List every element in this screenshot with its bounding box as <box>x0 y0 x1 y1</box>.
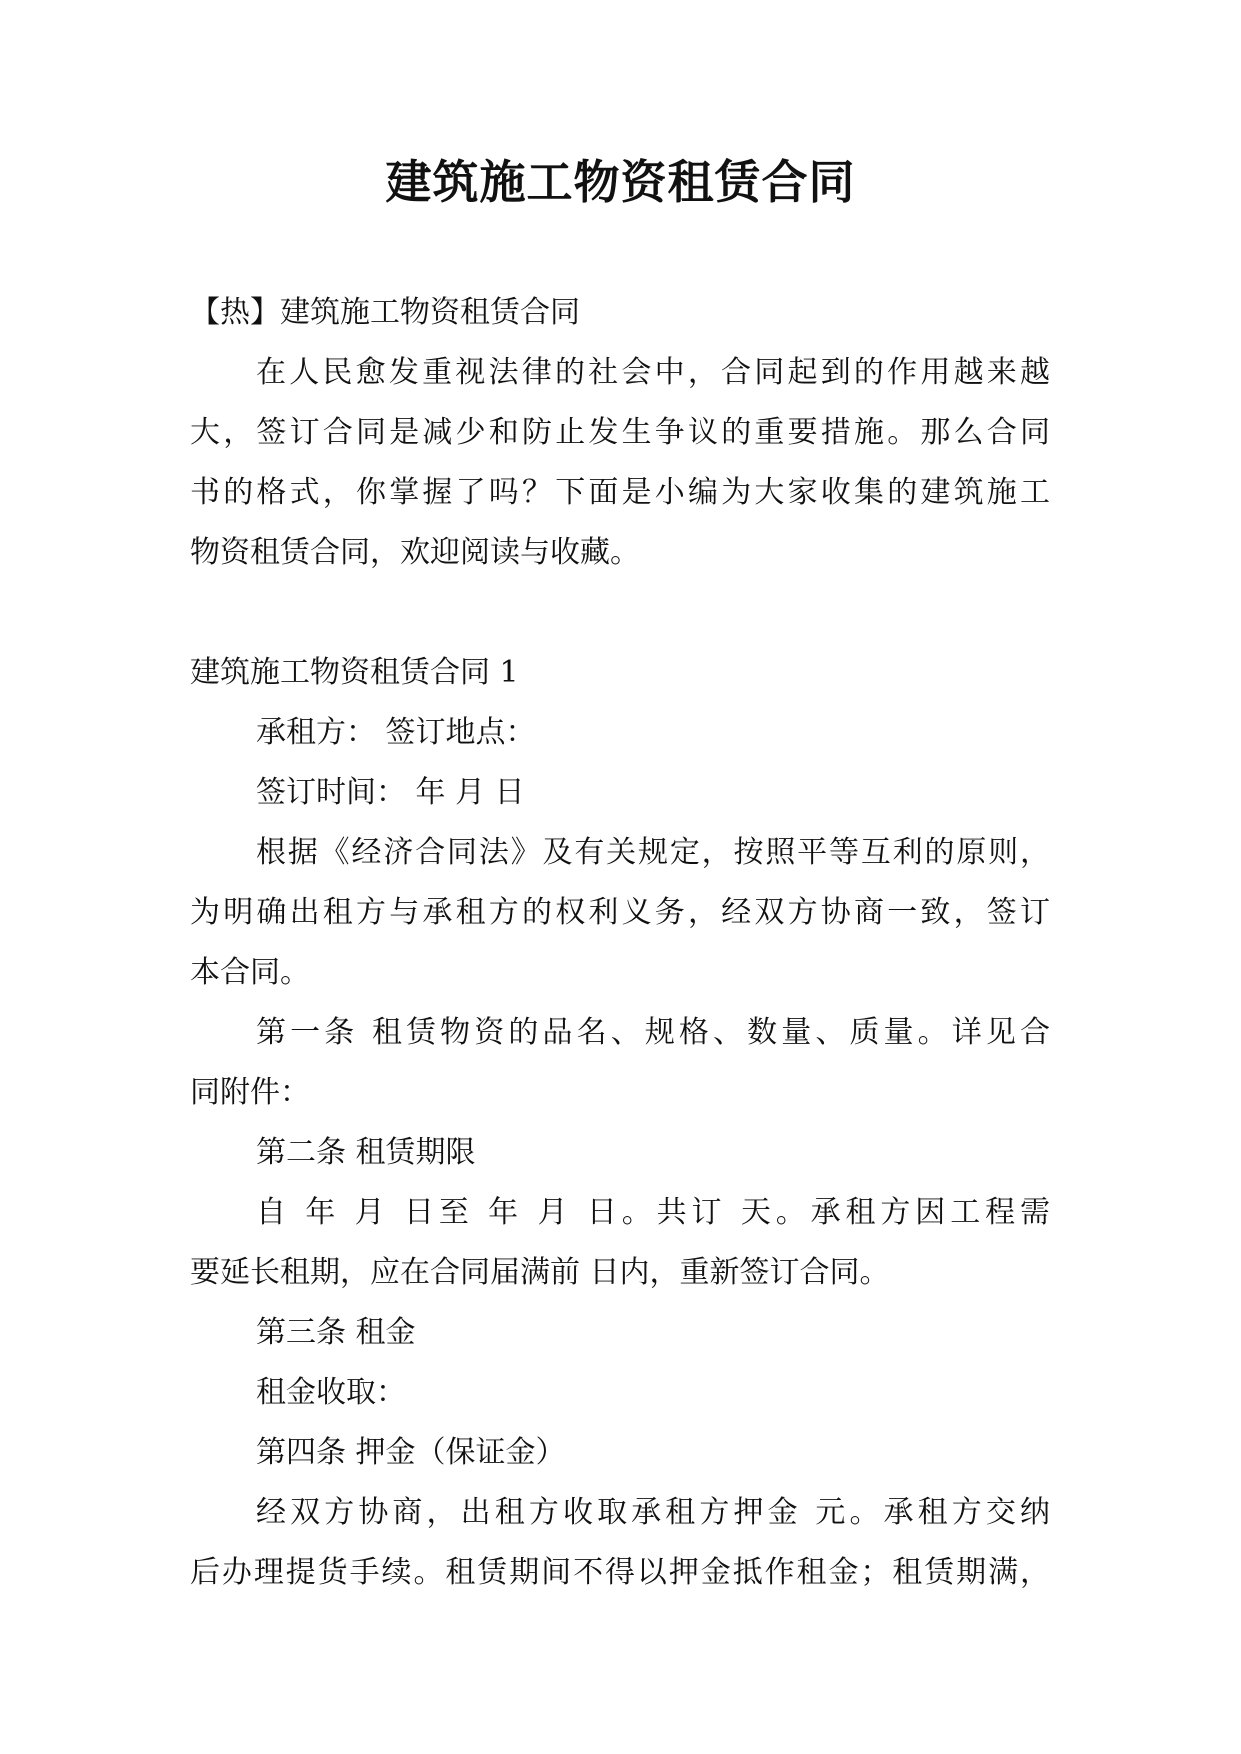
article-2-line-2: 要延长租期，应在合同届满前 日内，重新签订合同。 <box>190 1255 890 1290</box>
intro-line-2: 大，签订合同是减少和防止发生争议的重要措施。那么合同 <box>190 415 1050 450</box>
article-4-heading: 第四条 押金（保证金） <box>256 1435 566 1470</box>
intro-line-4: 物资租赁合同，欢迎阅读与收藏。 <box>190 535 640 570</box>
preamble-line-3: 本合同。 <box>190 955 310 990</box>
rent-collection-line: 租金收取： <box>256 1375 406 1410</box>
lessee-line: 承租方： 签订地点： <box>256 715 536 750</box>
article-2-heading: 第二条 租赁期限 <box>256 1135 476 1170</box>
article-4-line-2: 后办理提货手续。租赁期间不得以押金抵作租金；租赁期满， <box>190 1555 1050 1590</box>
document-body <box>190 283 1050 1603</box>
document-title: 建筑施工物资租赁合同 <box>385 155 856 209</box>
intro-line-3: 书的格式，你掌握了吗？下面是小编为大家收集的建筑施工 <box>190 475 1050 510</box>
article-4-line-1: 经双方协商，出租方收取承租方押金 元。承租方交纳 <box>256 1495 1050 1530</box>
contract-heading: 建筑施工物资租赁合同 1 <box>190 655 519 690</box>
paragraph-gap <box>190 583 1050 643</box>
preamble-line-1: 根据《经济合同法》及有关规定，按照平等互利的原则， <box>256 835 1050 870</box>
article-1-line-1: 第一条 租赁物资的品名、规格、数量、质量。详见合 <box>256 1015 1050 1050</box>
intro-line-1: 在人民愈发重视法律的社会中，合同起到的作用越来越 <box>256 355 1050 390</box>
signing-date-line: 签订时间： 年 月 日 <box>256 775 525 810</box>
preamble-line-2: 为明确出租方与承租方的权利义务，经双方协商一致，签订 <box>190 895 1050 930</box>
hot-heading: 【热】建筑施工物资租赁合同 <box>190 295 580 330</box>
article-3-heading: 第三条 租金 <box>256 1315 416 1350</box>
article-1-line-2: 同附件： <box>190 1075 310 1110</box>
article-2-line-1: 自 年 月 日至 年 月 日。共订 天。承租方因工程需 <box>256 1195 1050 1230</box>
